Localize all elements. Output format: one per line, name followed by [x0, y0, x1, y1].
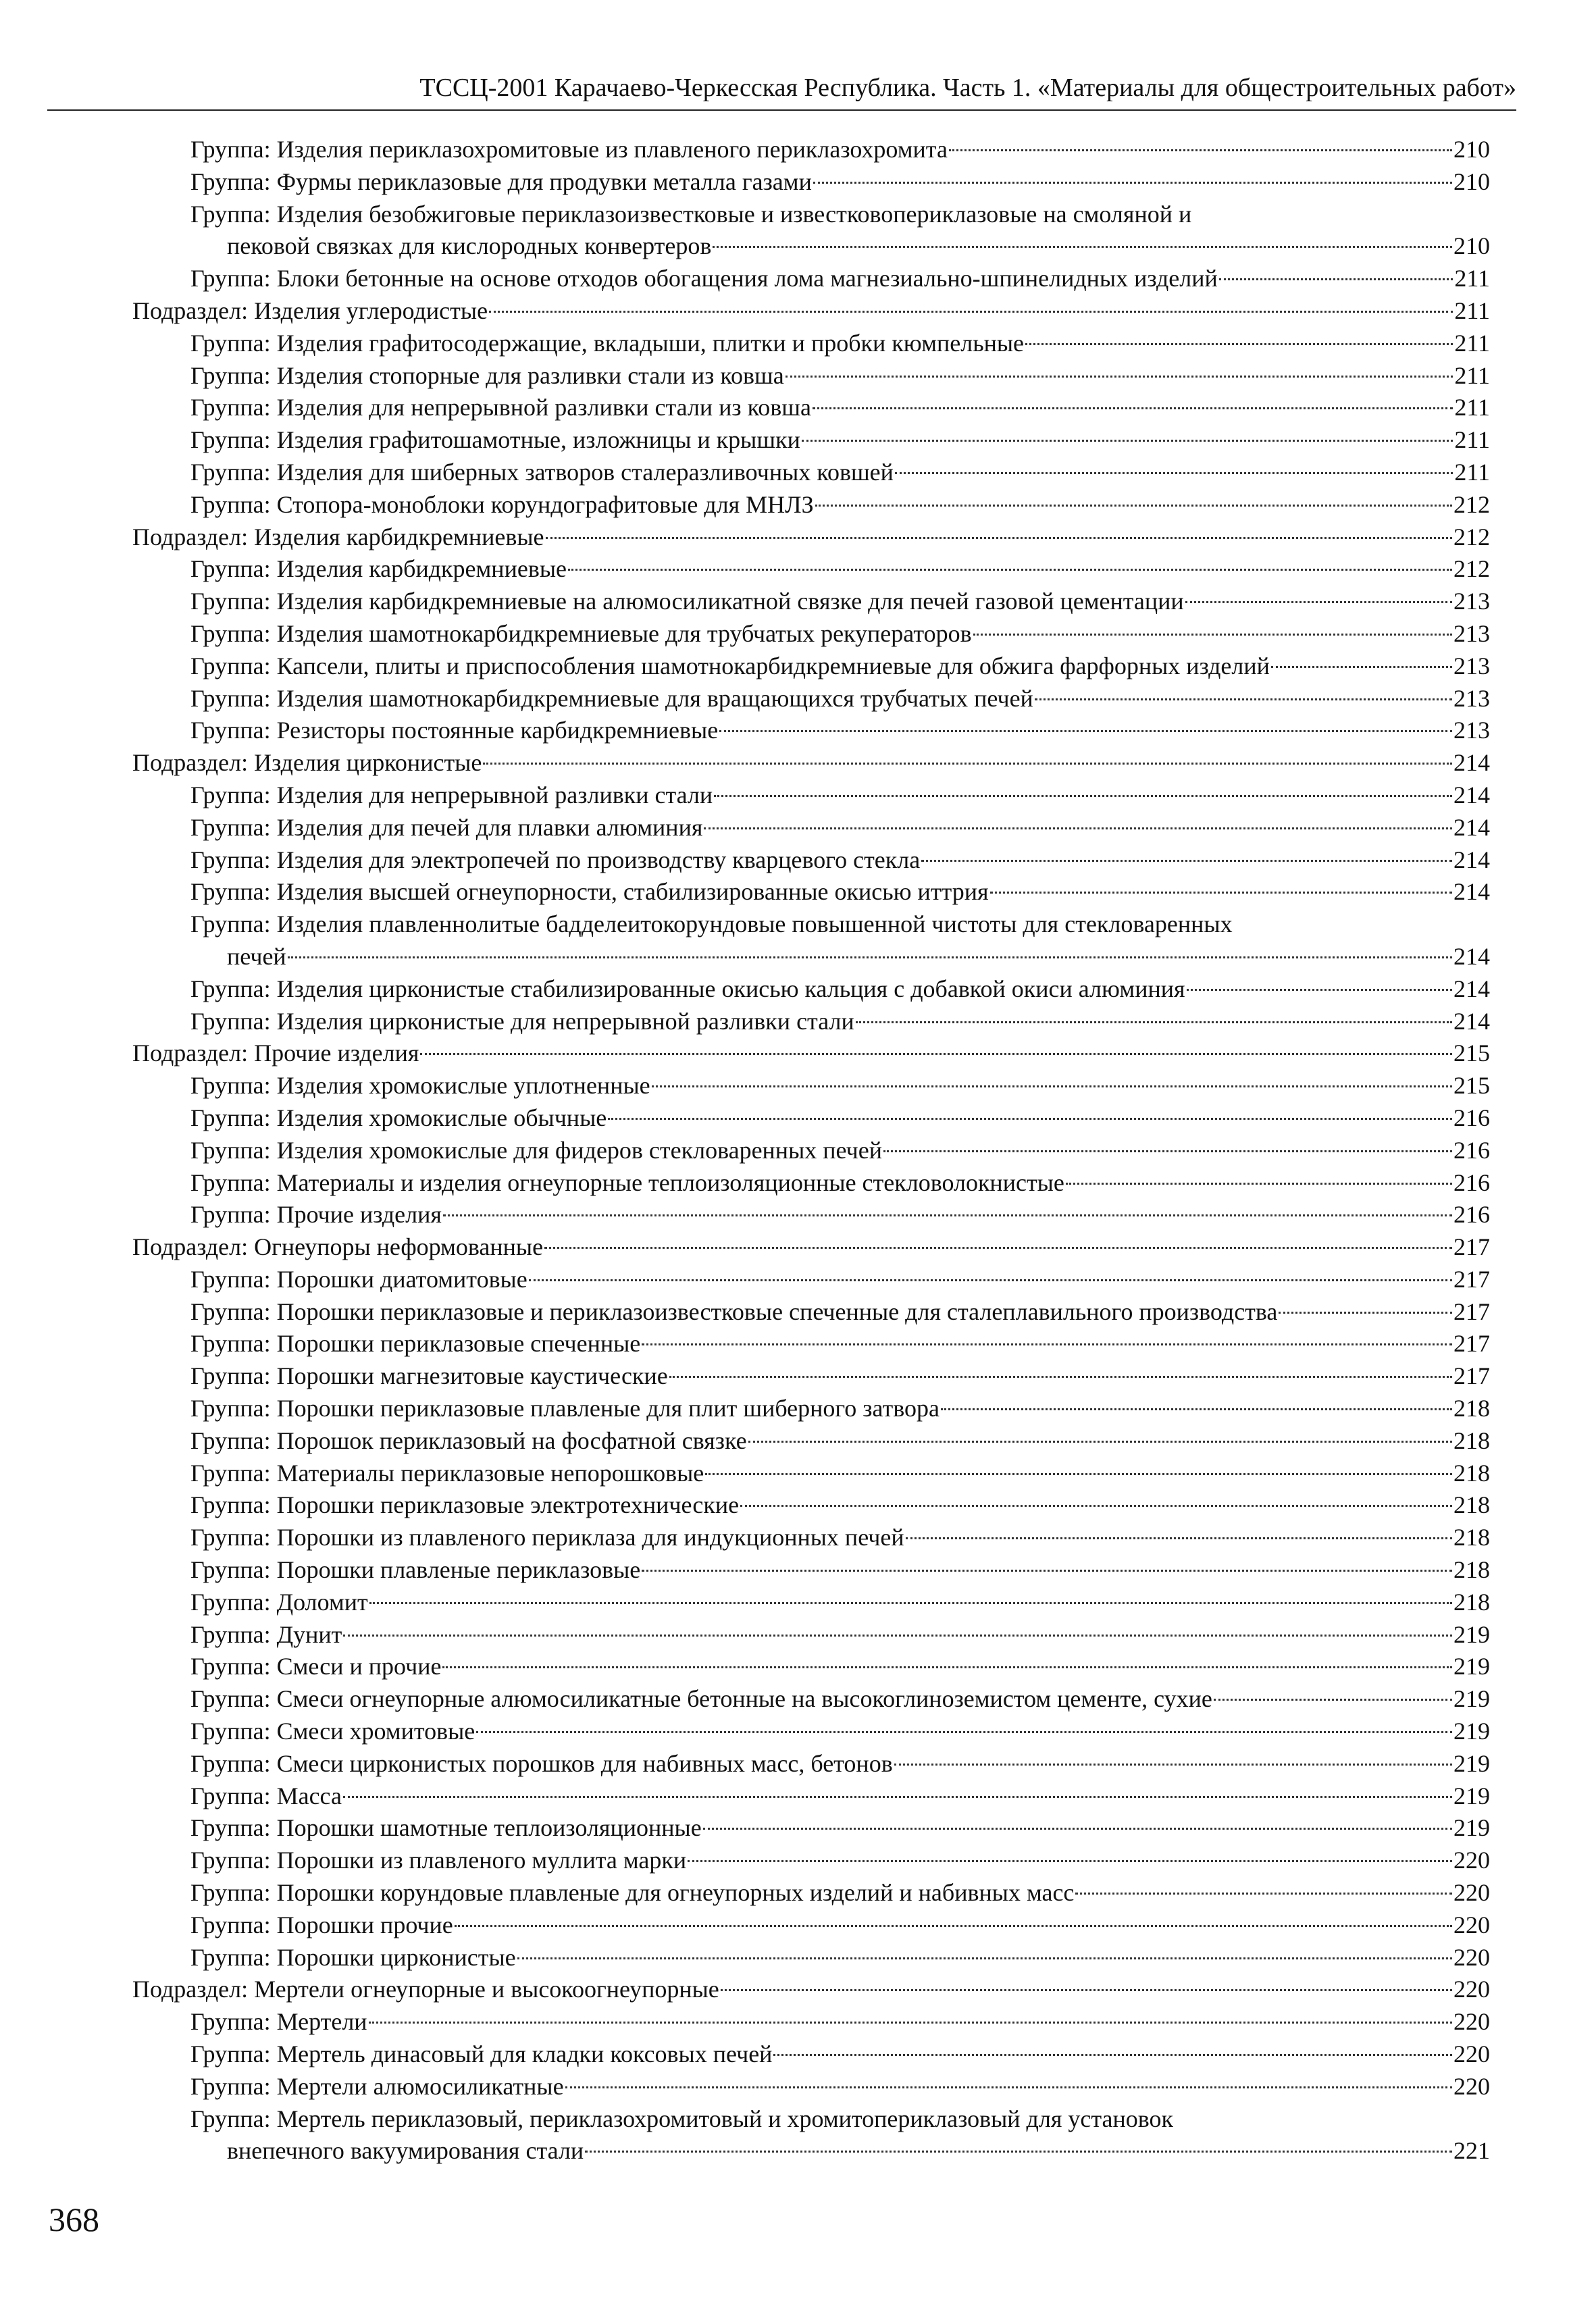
toc-group-entry — [190, 1522, 1490, 1554]
toc-group-entry — [190, 489, 1490, 521]
toc-dot-leader — [688, 1860, 1452, 1862]
toc-entry-title: Группа: Смеси и прочие — [190, 1653, 442, 1680]
toc-page-number: 214 — [1453, 878, 1490, 906]
toc-page-number: 217 — [1453, 1233, 1490, 1261]
toc-group-entry — [190, 2006, 1490, 2038]
toc-page-number: 213 — [1453, 717, 1490, 744]
toc-dot-leader — [740, 1505, 1452, 1507]
toc-page-number: 220 — [1453, 1976, 1490, 2003]
toc-entry-title: Группа: Изделия цирконистые для непрерывной разливки стали — [190, 1007, 854, 1035]
toc-page-number: 212 — [1453, 555, 1490, 583]
toc-dot-leader — [973, 634, 1452, 636]
toc-page-number: 220 — [1453, 1911, 1490, 1938]
toc-dot-leader — [895, 472, 1453, 474]
toc-page-number: 216 — [1453, 1201, 1490, 1229]
toc-dot-leader — [1214, 1699, 1452, 1701]
toc-group-entry — [190, 586, 1490, 618]
toc-page-number: 211 — [1454, 361, 1490, 389]
toc-group-entry — [190, 1748, 1490, 1780]
toc-dot-leader — [813, 407, 1453, 409]
toc-page-number: 211 — [1454, 458, 1490, 486]
toc-entry-title: Группа: Порошки шамотные теплоизоляционные — [190, 1814, 702, 1842]
toc-dot-leader — [1185, 601, 1452, 603]
toc-entry-title: Группа: Изделия цирконистые стабилизированные окисью кальция с добавкой окиси алюминия — [190, 975, 1185, 1002]
toc-group-entry — [190, 328, 1490, 360]
toc-entry-title: Группа: Стопора-моноблоки корундографитовые для МНЛЗ — [190, 490, 814, 518]
toc-group-entry — [190, 876, 1490, 908]
toc-page-number: 218 — [1453, 1491, 1490, 1519]
toc-entry-title: Группа: Изделия карбидкремниевые — [190, 555, 567, 583]
toc-entry-title: Группа: Изделия стопорные для разливки стали из ковша — [190, 361, 784, 389]
toc-page-number: 220 — [1453, 2072, 1490, 2100]
toc-entry-title: Группа: Фурмы периклазовые для продувки металла газами — [190, 168, 812, 195]
toc-group-entry — [190, 715, 1490, 747]
toc-page-number: 214 — [1453, 1007, 1490, 1035]
toc-dot-leader — [1219, 278, 1453, 280]
toc-page-number: 219 — [1453, 1653, 1490, 1680]
toc-entry-title: Группа: Изделия графитошамотные, изложницы и крышки — [190, 426, 800, 454]
toc-page-number: 212 — [1453, 523, 1490, 550]
toc-entry-title: Группа: Прочие изделия — [190, 1201, 442, 1229]
toc-group-entry — [190, 908, 1490, 941]
toc-group-entry — [190, 650, 1490, 683]
toc-group-entry — [190, 1651, 1490, 1683]
toc-entry-title: Группа: Изделия шамотнокарбидкремниевые для трубчатых рекуператоров — [190, 619, 972, 647]
toc-group-entry — [190, 1296, 1490, 1329]
toc-page-number: 211 — [1454, 426, 1490, 454]
toc-entry-title: Группа: Мертель периклазовый, периклазохромитовый и хромитопериклазовый для установок — [190, 2105, 1174, 2132]
toc-group-entry — [190, 1264, 1490, 1296]
toc-page-number: 214 — [1453, 781, 1490, 808]
toc-dot-leader — [652, 1085, 1452, 1087]
toc-page-number: 220 — [1453, 1879, 1490, 1907]
toc-group-entry — [190, 1877, 1490, 1909]
toc-entry-title: Группа: Порошки из плавленого муллита марки — [190, 1847, 687, 1874]
toc-page-number: 218 — [1453, 1524, 1490, 1551]
toc-entry-title: Группа: Материалы и изделия огнеупорные теплоизоляционные стекловолокнистые — [190, 1168, 1064, 1196]
table-of-contents — [132, 134, 1490, 2167]
toc-page-number: 211 — [1454, 265, 1490, 292]
toc-entry-title: Группа: Порошки из плавленого периклаза для индукционных печей — [190, 1524, 904, 1551]
toc-group-entry — [190, 1425, 1490, 1458]
toc-dot-leader — [802, 440, 1453, 442]
toc-entry-title: печей — [227, 942, 286, 970]
toc-group-entry — [190, 360, 1490, 392]
toc-page-number: 214 — [1453, 749, 1490, 777]
toc-entry-continuation — [227, 230, 1490, 263]
toc-dot-leader — [546, 537, 1453, 539]
toc-dot-leader — [455, 1925, 1452, 1927]
toc-dot-leader — [941, 1408, 1452, 1410]
toc-page-number: 214 — [1453, 846, 1490, 873]
toc-page-number: 217 — [1453, 1297, 1490, 1325]
toc-page-number: 210 — [1453, 136, 1490, 163]
toc-entry-title: Группа: Смеси хромитовые — [190, 1718, 475, 1745]
toc-group-entry — [190, 199, 1490, 231]
toc-entry-title: Подраздел: Изделия карбидкремниевые — [132, 523, 544, 550]
toc-entry-title: Группа: Материалы периклазовые непорошковые — [190, 1459, 704, 1487]
toc-page-number: 210 — [1453, 232, 1490, 260]
toc-dot-leader — [642, 1343, 1452, 1345]
page-number: 368 — [49, 2201, 99, 2238]
toc-dot-leader — [476, 1731, 1452, 1733]
toc-page-number: 218 — [1453, 1395, 1490, 1422]
toc-page-number: 216 — [1453, 1104, 1490, 1131]
toc-dot-leader — [719, 730, 1452, 732]
toc-group-entry — [190, 1070, 1490, 1102]
toc-page-number: 220 — [1453, 2008, 1490, 2036]
toc-group-entry — [190, 1199, 1490, 1231]
toc-group-entry — [190, 1360, 1490, 1393]
toc-entry-title: Группа: Порошки прочие — [190, 1911, 453, 1938]
toc-entry-title: Группа: Изделия безобжиговые периклазоизвестковые и известковопериклазовые на смоляной и — [190, 200, 1192, 228]
toc-group-entry — [190, 1328, 1490, 1360]
toc-group-entry — [190, 166, 1490, 199]
toc-dot-leader — [721, 1989, 1452, 1991]
toc-dot-leader — [585, 2151, 1452, 2153]
toc-subsection-entry — [132, 1974, 1490, 2006]
toc-group-entry — [190, 1489, 1490, 1522]
toc-page-number: 216 — [1453, 1136, 1490, 1164]
toc-page-number: 215 — [1453, 1072, 1490, 1100]
toc-dot-leader — [420, 1053, 1452, 1055]
toc-page-number: 212 — [1453, 490, 1490, 518]
toc-dot-leader — [343, 1635, 1452, 1637]
toc-dot-leader — [906, 1537, 1452, 1539]
toc-entry-title: Подраздел: Огнеупоры неформованные — [132, 1233, 544, 1261]
toc-group-entry — [190, 1102, 1490, 1135]
toc-subsection-entry — [132, 295, 1490, 328]
toc-entry-title: Группа: Изделия плавленнолитые бадделеитокорундовые повышенной чистоты для стекловаренных — [190, 910, 1233, 938]
running-header: ТССЦ-2001 Карачаево-Черкесская Республика. Часть 1. «Материалы для общестроительных работ» — [419, 74, 1516, 102]
toc-page-number: 211 — [1454, 297, 1490, 324]
toc-group-entry — [190, 392, 1490, 424]
toc-page-number: 218 — [1453, 1556, 1490, 1584]
toc-dot-leader — [704, 827, 1452, 829]
toc-page-number: 217 — [1453, 1362, 1490, 1390]
toc-entry-continuation — [227, 941, 1490, 973]
toc-group-entry — [190, 1554, 1490, 1587]
toc-page-number: 220 — [1453, 2040, 1490, 2068]
toc-group-entry — [190, 1780, 1490, 1813]
toc-dot-leader — [1075, 1893, 1452, 1895]
toc-entry-title: Подраздел: Мертели огнеупорные и высокоогнеупорные — [132, 1976, 719, 2003]
toc-group-entry — [190, 1135, 1490, 1167]
toc-group-entry — [190, 779, 1490, 812]
toc-dot-leader — [517, 1957, 1452, 1959]
toc-dot-leader — [1271, 666, 1452, 668]
toc-group-entry — [190, 457, 1490, 489]
toc-group-entry — [190, 134, 1490, 166]
toc-page-number: 213 — [1453, 684, 1490, 712]
toc-group-entry — [190, 263, 1490, 295]
toc-entry-title: Группа: Изделия для непрерывной разливки стали из ковша — [190, 394, 811, 421]
toc-entry-title: Группа: Изделия для электропечей по производству кварцевого стекла — [190, 846, 921, 873]
toc-page-number: 219 — [1453, 1718, 1490, 1745]
toc-group-entry — [190, 1393, 1490, 1425]
toc-page-number: 213 — [1453, 652, 1490, 679]
toc-dot-leader — [1187, 989, 1452, 991]
toc-dot-leader — [1279, 1312, 1452, 1314]
toc-group-entry — [190, 1812, 1490, 1845]
toc-group-entry — [190, 553, 1490, 586]
toc-page-number: 213 — [1453, 588, 1490, 615]
toc-dot-leader — [529, 1279, 1452, 1281]
toc-entry-title: Группа: Порошки диатомитовые — [190, 1265, 527, 1293]
toc-dot-leader — [705, 1473, 1452, 1475]
toc-page-number: 211 — [1454, 329, 1490, 357]
toc-entry-title: Группа: Изделия шамотнокарбидкремниевые для вращающихся трубчатых печей — [190, 684, 1033, 712]
toc-entry-title: Группа: Изделия карбидкремниевые на алюмосиликатной связке для печей газовой цементации — [190, 588, 1184, 615]
toc-dot-leader — [369, 2022, 1452, 2024]
toc-entry-title: Группа: Порошок периклазовый на фосфатной связке — [190, 1426, 747, 1454]
toc-entry-title: Группа: Мертели — [190, 2008, 367, 2036]
toc-group-entry — [190, 973, 1490, 1006]
toc-dot-leader — [990, 892, 1452, 894]
toc-page-number: 217 — [1453, 1330, 1490, 1358]
toc-page-number: 219 — [1453, 1814, 1490, 1842]
toc-entry-title: пековой связках для кислородных конвертеров — [227, 232, 712, 260]
toc-entry-title: Группа: Смеси цирконистых порошков для набивных масс, бетонов — [190, 1749, 893, 1777]
toc-page-number: 220 — [1453, 1943, 1490, 1971]
toc-entry-title: Группа: Резисторы постоянные карбидкремниевые — [190, 717, 719, 744]
toc-page-number: 217 — [1453, 1265, 1490, 1293]
toc-group-entry — [190, 618, 1490, 650]
toc-entry-title: Группа: Порошки магнезитовые каустические — [190, 1362, 668, 1390]
toc-entry-title: Группа: Изделия графитосодержащие, вкладыши, плитки и пробки кюмпельные — [190, 329, 1025, 357]
toc-page-number: 218 — [1453, 1426, 1490, 1454]
toc-dot-leader — [813, 182, 1452, 184]
toc-group-entry — [190, 2038, 1490, 2071]
toc-group-entry — [190, 683, 1490, 715]
toc-dot-leader — [288, 956, 1452, 958]
toc-group-entry — [190, 1683, 1490, 1716]
toc-entry-title: Группа: Доломит — [190, 1588, 368, 1616]
toc-dot-leader — [748, 1441, 1452, 1443]
toc-group-entry — [190, 812, 1490, 844]
toc-group-entry — [190, 1716, 1490, 1748]
toc-page-number: 210 — [1453, 168, 1490, 195]
toc-entry-title: Группа: Изделия для шиберных затворов сталеразливочных ковшей — [190, 458, 894, 486]
header-divider — [47, 109, 1516, 111]
toc-dot-leader — [489, 311, 1453, 313]
toc-page-number: 220 — [1453, 1847, 1490, 1874]
toc-entry-title: Группа: Мертель динасовый для кладки коксовых печей — [190, 2040, 773, 2068]
toc-group-entry — [190, 1587, 1490, 1619]
toc-dot-leader — [369, 1602, 1452, 1604]
toc-page-number: 221 — [1453, 2137, 1490, 2165]
toc-dot-leader — [856, 1021, 1452, 1023]
toc-page-number: 219 — [1453, 1620, 1490, 1648]
toc-dot-leader — [773, 2054, 1452, 2056]
toc-dot-leader — [544, 1247, 1452, 1249]
toc-entry-title: Группа: Порошки периклазовые плавленые для плит шиберного затвора — [190, 1395, 940, 1422]
toc-dot-leader — [443, 1214, 1452, 1216]
toc-entry-title: Подраздел: Изделия цирконистые — [132, 749, 482, 777]
toc-page-number: 214 — [1453, 813, 1490, 841]
toc-group-entry — [190, 1006, 1490, 1038]
toc-dot-leader — [565, 2086, 1452, 2088]
toc-entry-title: Группа: Порошки периклазовые электротехнические — [190, 1491, 740, 1519]
toc-page-number: 218 — [1453, 1459, 1490, 1487]
toc-entry-title: внепечного вакуумирования стали — [227, 2137, 584, 2165]
toc-entry-title: Подраздел: Изделия углеродистые — [132, 297, 488, 324]
toc-entry-title: Группа: Порошки цирконистые — [190, 1943, 516, 1971]
toc-entry-title: Группа: Изделия хромокислые обычные — [190, 1104, 607, 1131]
toc-group-entry — [190, 1909, 1490, 1942]
toc-group-entry — [190, 1942, 1490, 1974]
toc-page-number: 219 — [1453, 1749, 1490, 1777]
toc-dot-leader — [1025, 343, 1453, 345]
toc-entry-title: Группа: Порошки корундовые плавленые для огнеупорных изделий и набивных масс — [190, 1879, 1075, 1907]
toc-group-entry — [190, 1845, 1490, 1877]
toc-dot-leader — [714, 795, 1452, 797]
toc-entry-title: Группа: Изделия хромокислые уплотненные — [190, 1072, 650, 1100]
toc-group-entry — [190, 844, 1490, 877]
toc-dot-leader — [343, 1796, 1452, 1798]
toc-entry-continuation — [227, 2135, 1490, 2167]
toc-dot-leader — [608, 1118, 1452, 1120]
toc-page-number: 214 — [1453, 975, 1490, 1002]
toc-page-number: 219 — [1453, 1782, 1490, 1809]
toc-entry-title: Подраздел: Прочие изделия — [132, 1039, 419, 1067]
toc-entry-title: Группа: Порошки периклазовые и периклазоизвестковые спеченные для сталеплавильного производства — [190, 1297, 1278, 1325]
toc-entry-title: Группа: Дунит — [190, 1620, 342, 1648]
toc-entry-title: Группа: Изделия для непрерывной разливки стали — [190, 781, 713, 808]
toc-dot-leader — [1035, 698, 1452, 700]
toc-dot-leader — [921, 860, 1452, 862]
toc-group-entry — [190, 2071, 1490, 2103]
toc-group-entry — [190, 1167, 1490, 1200]
toc-page-number: 218 — [1453, 1588, 1490, 1616]
toc-page-number: 219 — [1453, 1685, 1490, 1713]
toc-subsection-entry — [132, 747, 1490, 779]
toc-entry-title: Группа: Капсели, плиты и приспособления шамотнокарбидкремниевые для обжига фарфорных изделий — [190, 652, 1270, 679]
toc-dot-leader — [894, 1764, 1452, 1766]
toc-dot-leader — [883, 1150, 1452, 1152]
toc-entry-title: Группа: Блоки бетонные на основе отходов обогащения лома магнезиально-шпинелидных изделий — [190, 265, 1218, 292]
toc-entry-title: Группа: Порошки периклазовые спеченные — [190, 1330, 641, 1358]
toc-entry-title: Группа: Изделия высшей огнеупорности, стабилизированные окисью иттрия — [190, 878, 989, 906]
toc-dot-leader — [483, 763, 1452, 765]
toc-dot-leader — [786, 376, 1453, 378]
toc-entry-title: Группа: Изделия хромокислые для фидеров стекловаренных печей — [190, 1136, 882, 1164]
toc-page-number: 213 — [1453, 619, 1490, 647]
toc-group-entry — [190, 2103, 1490, 2136]
toc-entry-title: Группа: Изделия периклазохромитовые из плавленого периклазохромита — [190, 136, 948, 163]
toc-entry-title: Группа: Мертели алюмосиликатные — [190, 2072, 564, 2100]
toc-dot-leader — [703, 1828, 1452, 1830]
toc-entry-title: Группа: Изделия для печей для плавки алюминия — [190, 813, 703, 841]
toc-subsection-entry — [132, 521, 1490, 554]
toc-group-entry — [190, 1458, 1490, 1490]
toc-dot-leader — [713, 246, 1452, 248]
toc-page-number: 214 — [1453, 942, 1490, 970]
toc-page-number: 215 — [1453, 1039, 1490, 1067]
toc-dot-leader — [568, 569, 1452, 571]
toc-page-number: 211 — [1454, 394, 1490, 421]
toc-entry-title: Группа: Смеси огнеупорные алюмосиликатные бетонные на высокоглиноземистом цементе, сухие — [190, 1685, 1212, 1713]
toc-subsection-entry — [132, 1231, 1490, 1264]
toc-dot-leader — [669, 1376, 1452, 1378]
toc-entry-title: Группа: Масса — [190, 1782, 342, 1809]
toc-dot-leader — [642, 1570, 1452, 1572]
toc-page-number: 216 — [1453, 1168, 1490, 1196]
toc-dot-leader — [815, 505, 1452, 507]
toc-group-entry — [190, 424, 1490, 457]
toc-dot-leader — [442, 1666, 1452, 1668]
toc-dot-leader — [1066, 1183, 1452, 1185]
toc-subsection-entry — [132, 1037, 1490, 1070]
toc-group-entry — [190, 1619, 1490, 1651]
toc-entry-title: Группа: Порошки плавленые периклазовые — [190, 1556, 641, 1584]
toc-dot-leader — [949, 149, 1452, 151]
